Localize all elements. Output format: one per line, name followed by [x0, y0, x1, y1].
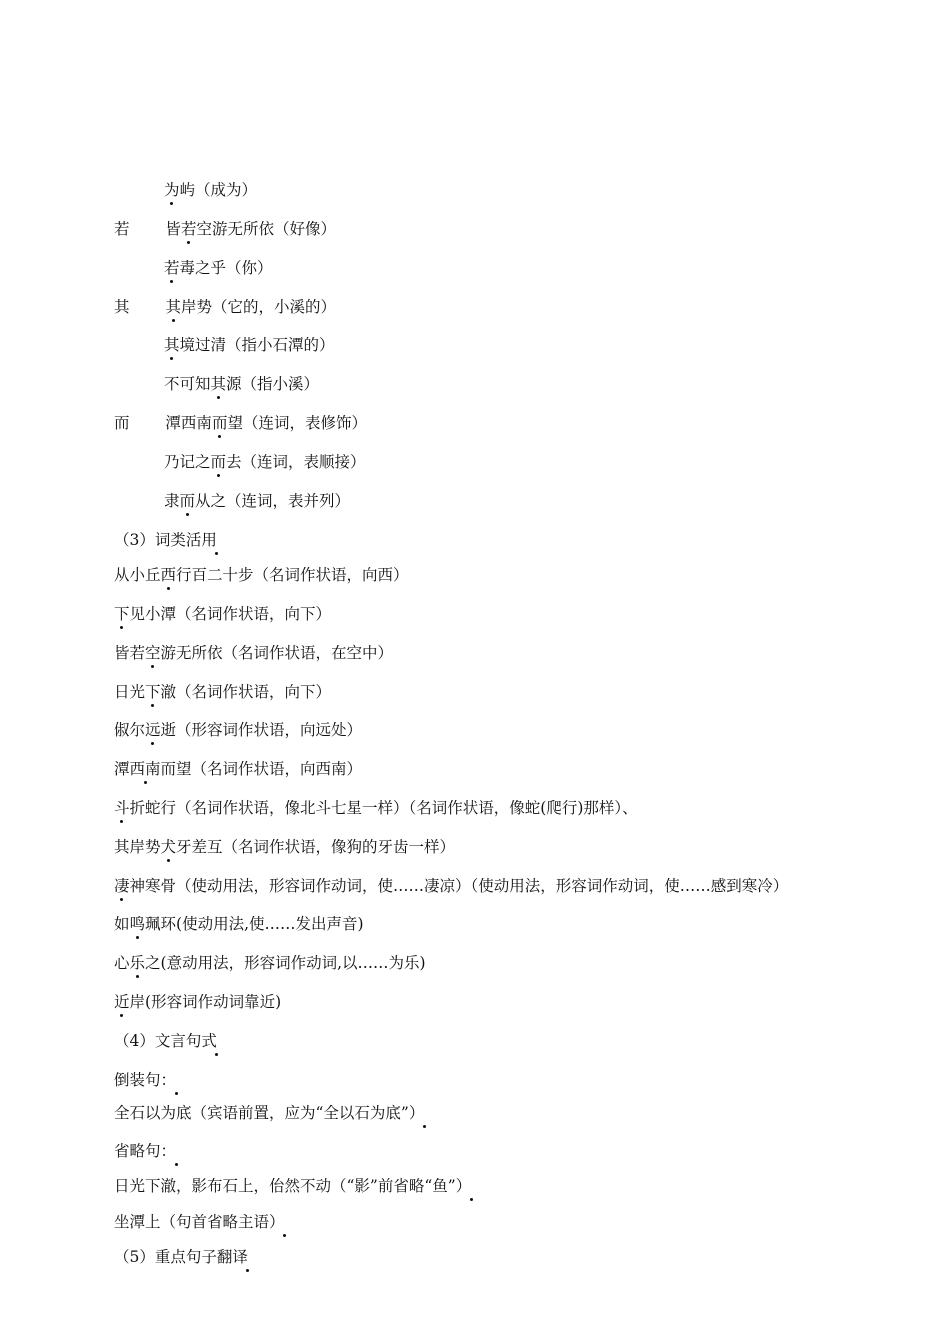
text-line — [114, 1141, 176, 1161]
line-text: 坐潭上（句首省略主语） — [114, 1213, 285, 1231]
line-text: 望（连词，表修饰） — [227, 414, 367, 432]
line-text: 俶尔 — [114, 721, 146, 739]
line-text: 神寒骨（使动用法，形容词作动词，使……凄凉）（使动用法，形容词作动词，使……感到寒冷） — [129, 877, 789, 895]
text-line — [114, 1212, 285, 1232]
emphasized-char: 乐 — [129, 954, 146, 972]
line-text: 心 — [114, 954, 130, 972]
emphasized-char: 空 — [145, 644, 161, 662]
emphasized-char: 凄 — [114, 877, 130, 895]
text-line — [114, 297, 336, 317]
line-text: 如 — [114, 915, 130, 933]
emphasized-char: 而 — [179, 492, 196, 510]
emphasized-char: 斗 — [114, 799, 130, 817]
text-line — [114, 798, 638, 818]
line-text: 潭 — [114, 760, 130, 778]
text-line — [114, 413, 367, 433]
line-text: 隶 — [164, 492, 180, 510]
line-text: 牙差互（名词作状语，像狗的牙齿一样） — [176, 838, 456, 856]
text-line — [114, 1031, 217, 1051]
emphasized-char: 其 — [165, 298, 181, 316]
emphasized-char: 远 — [145, 721, 161, 739]
text-line — [114, 1070, 176, 1090]
text-line — [114, 219, 336, 239]
text-line — [114, 1176, 471, 1196]
text-line — [164, 374, 319, 394]
line-text: 不可知 — [164, 375, 211, 393]
text-line — [114, 953, 426, 973]
line-text: 日光下澈，影布石上，佁然不动（“影”前省略“鱼”） — [114, 1177, 472, 1195]
line-text: 境过清（指小石潭的） — [179, 336, 335, 354]
line-text: 乃记之 — [164, 453, 211, 471]
line-text: 行百二十步（名词作状语，向西） — [176, 566, 409, 584]
line-text: 而 潭西南 — [114, 414, 212, 432]
emphasized-char: 若 — [180, 220, 197, 238]
emphasized-char: 近 — [114, 993, 130, 1011]
text-line — [114, 759, 362, 779]
emphasized-char: 西南 — [129, 760, 161, 778]
line-text: 岸(形容词作动词靠近) — [129, 993, 282, 1011]
emphasized-char: 下 — [114, 605, 130, 623]
text-line — [164, 258, 273, 278]
text-line — [114, 914, 364, 934]
text-line — [114, 1247, 248, 1267]
line-text: 逝（形容词作状语，向远处） — [160, 721, 363, 739]
line-text: （5）重点句子翻译 — [114, 1248, 248, 1266]
line-text: 从之（连词，表并列） — [195, 492, 351, 510]
text-line — [164, 452, 366, 472]
emphasized-char: 为 — [164, 181, 180, 199]
emphasized-char: 若 — [164, 259, 180, 277]
line-text: 倒装句： — [114, 1071, 177, 1089]
text-line — [114, 1103, 424, 1123]
line-text: （3）词类活用 — [114, 531, 217, 549]
line-text: 其 — [114, 298, 166, 316]
line-text: 源（指小溪） — [226, 375, 320, 393]
line-text: 折蛇行（名词作状语，像北斗七星一样）（名词作状语，像蛇(爬行)那样）、 — [129, 799, 638, 817]
emphasized-char: 鸣 — [129, 915, 146, 933]
line-text: （4）文言句式 — [114, 1032, 217, 1050]
line-text: 游无所依（名词作状语，在空中） — [160, 644, 394, 662]
line-text: 澈（名词作状语，向下） — [160, 683, 332, 701]
line-text: 日光 — [114, 683, 146, 701]
line-text: 全石以为底（宾语前置，应为“全以石为底”） — [114, 1104, 425, 1122]
text-line — [114, 876, 788, 896]
emphasized-char: 下 — [145, 683, 161, 701]
emphasized-char: 而 — [210, 453, 227, 471]
line-text: 毒之乎（你） — [179, 259, 273, 277]
text-line — [114, 565, 409, 585]
line-text: 见小潭（名词作状语，向下） — [129, 605, 332, 623]
text-line — [114, 682, 331, 702]
line-text: 珮环(使动用法,使……发出声音) — [145, 915, 364, 933]
line-text: 屿（成为） — [179, 181, 258, 199]
emphasized-char: 而 — [211, 414, 228, 432]
line-text: 去（连词，表顺接） — [226, 453, 366, 471]
text-line — [114, 643, 393, 663]
line-text: 岸势（它的，小溪的） — [180, 298, 336, 316]
line-text: 而望（名词作状语，向西南） — [160, 760, 363, 778]
text-line — [114, 992, 281, 1012]
text-line — [164, 491, 350, 511]
line-text: 若 皆 — [114, 220, 181, 238]
line-text: 空游无所依（好像） — [196, 220, 336, 238]
emphasized-char: 犬 — [160, 838, 177, 856]
text-line — [164, 180, 257, 200]
text-line — [114, 837, 455, 857]
line-text: 从小丘 — [114, 566, 161, 584]
emphasized-char: 其 — [210, 375, 227, 393]
line-text: 皆若 — [114, 644, 146, 662]
line-text: 之(意动用法，形容词作动词,以……为乐) — [145, 954, 426, 972]
text-line — [114, 530, 217, 550]
text-line — [114, 720, 362, 740]
text-line — [164, 335, 335, 355]
emphasized-char: 其 — [164, 336, 180, 354]
line-text: 其岸势 — [114, 838, 161, 856]
emphasized-char: 西 — [160, 566, 177, 584]
text-line — [114, 604, 331, 624]
line-text: 省略句： — [114, 1142, 177, 1160]
